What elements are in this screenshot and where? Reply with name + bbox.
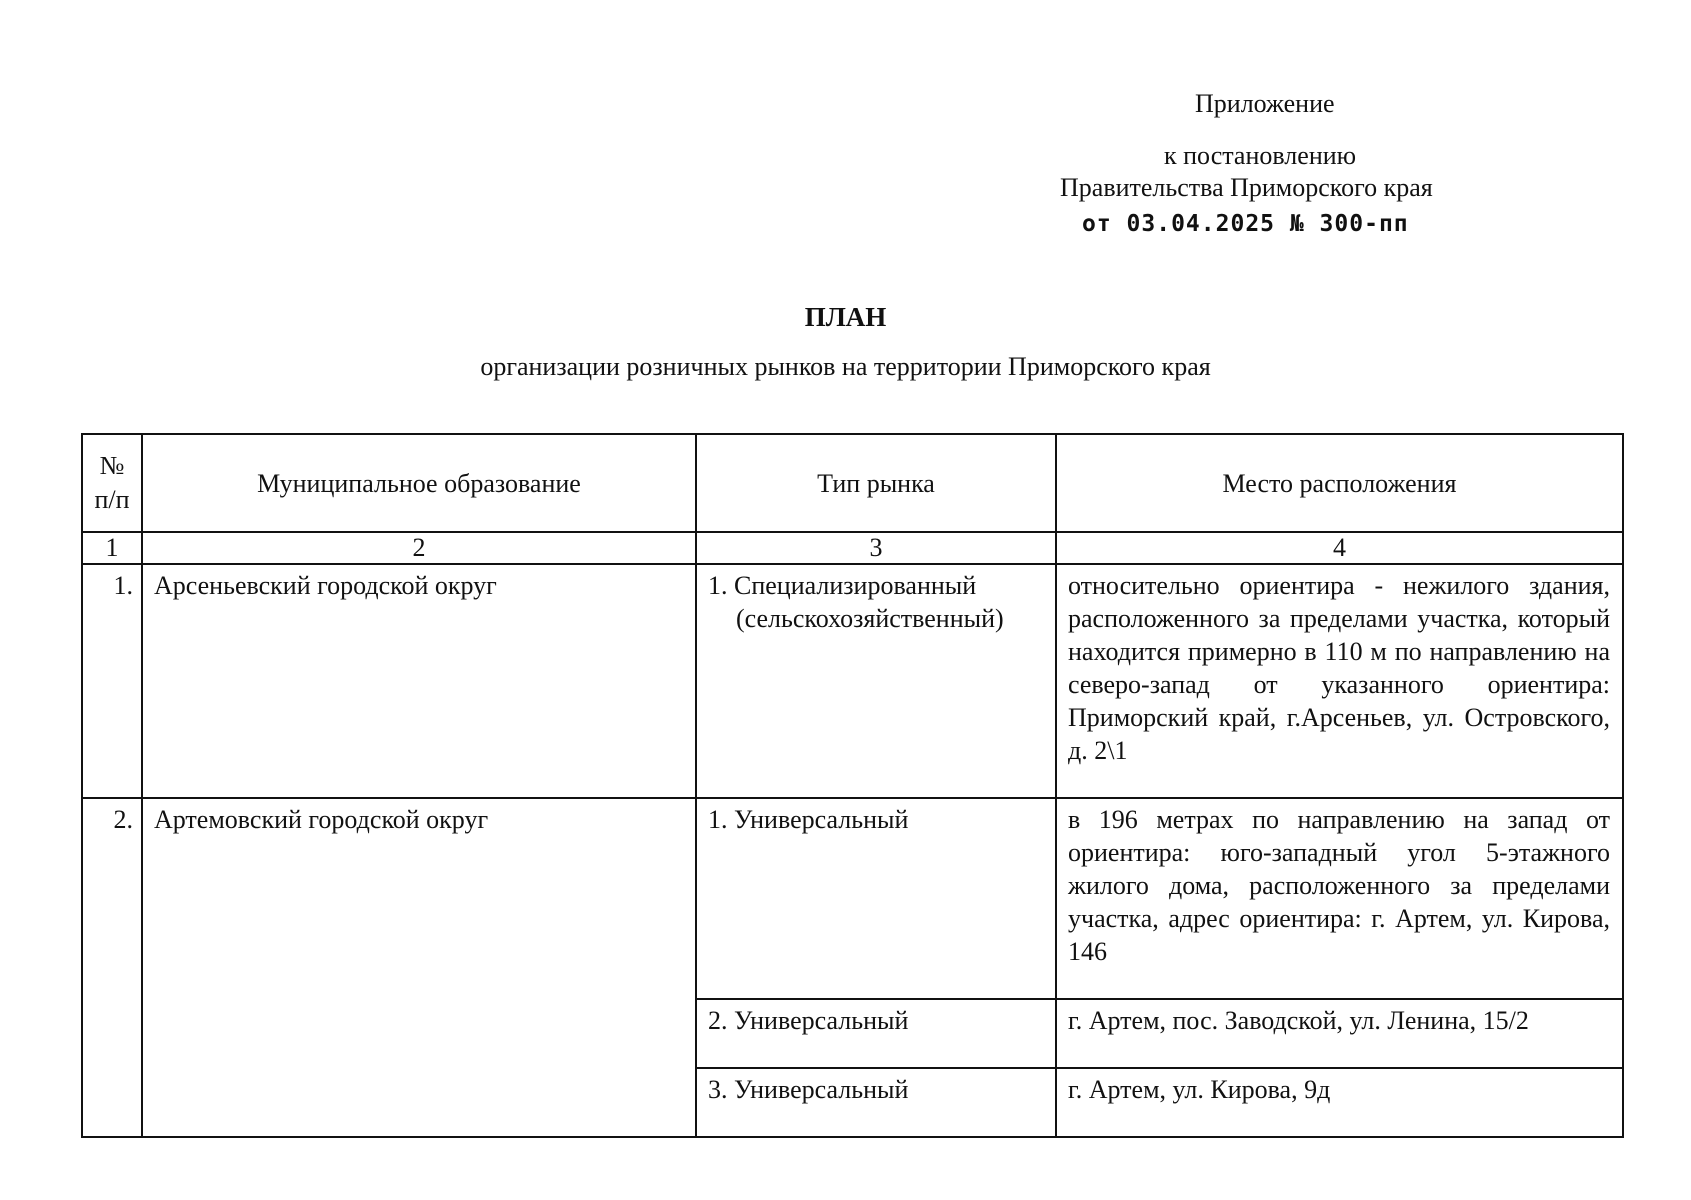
table-row bbox=[82, 564, 1623, 798]
table-row bbox=[82, 798, 1623, 999]
market-type-cell bbox=[696, 564, 1056, 798]
table-header-row bbox=[82, 434, 1623, 532]
column-number: 2 bbox=[142, 532, 696, 564]
header-number bbox=[82, 434, 142, 532]
column-number-row bbox=[82, 532, 1623, 564]
location-cell: в 196 метрах по направлению на запад от ориентира: юго-западный угол 5-этажного жилого дома, расположенного за пределами участка, адрес ориентира: г. Артем, ул. Кирова, 146 bbox=[1056, 798, 1623, 999]
municipality-cell: Артемовский городской округ bbox=[142, 798, 696, 1137]
document-title: ПЛАН bbox=[804, 302, 887, 332]
municipality-cell: Арсеньевский городской округ bbox=[142, 564, 696, 798]
header-municipality: Муниципальное образование bbox=[142, 434, 696, 532]
column-number: 3 bbox=[696, 532, 1056, 564]
market-type-cell: 1. Универсальный bbox=[696, 798, 1056, 999]
row-number: 2. bbox=[82, 798, 142, 1137]
row-number: 1. bbox=[82, 564, 142, 798]
markets-table bbox=[81, 433, 1624, 1138]
header-number-symbol: № bbox=[99, 451, 125, 480]
document-subtitle: организации розничных рынков на территории Приморского края bbox=[480, 352, 1211, 381]
header-market-type: Тип рынка bbox=[696, 434, 1056, 532]
appendix-label: Приложение bbox=[1195, 89, 1335, 118]
market-type-cell: 3. Универсальный bbox=[696, 1068, 1056, 1137]
column-number: 4 bbox=[1056, 532, 1623, 564]
location-cell: г. Артем, пос. Заводской, ул. Ленина, 15/2 bbox=[1056, 999, 1623, 1068]
appendix-authority: Правительства Приморского края bbox=[1060, 173, 1433, 202]
header-location: Место расположения bbox=[1056, 434, 1623, 532]
market-type-label: 1. Специализированный bbox=[708, 571, 977, 600]
market-type-specialization: (сельскохозяйственный) bbox=[736, 604, 1004, 633]
location-cell: относительно ориентира - нежилого здания, расположенного за пределами участка, который находится примерно в 110 м по направлению на северо-запад от указанного ориентира: Приморский край, г.Арсеньев, ул. Островского, д. 2\1 bbox=[1056, 564, 1623, 798]
column-number: 1 bbox=[82, 532, 142, 564]
appendix-date-number: от 03.04.2025 № 300-пп bbox=[1082, 211, 1409, 237]
header-number-abbr: п/п bbox=[94, 485, 130, 514]
market-type-cell: 2. Универсальный bbox=[696, 999, 1056, 1068]
appendix-reference: к постановлению bbox=[1164, 141, 1357, 170]
location-cell: г. Артем, ул. Кирова, 9д bbox=[1056, 1068, 1623, 1137]
